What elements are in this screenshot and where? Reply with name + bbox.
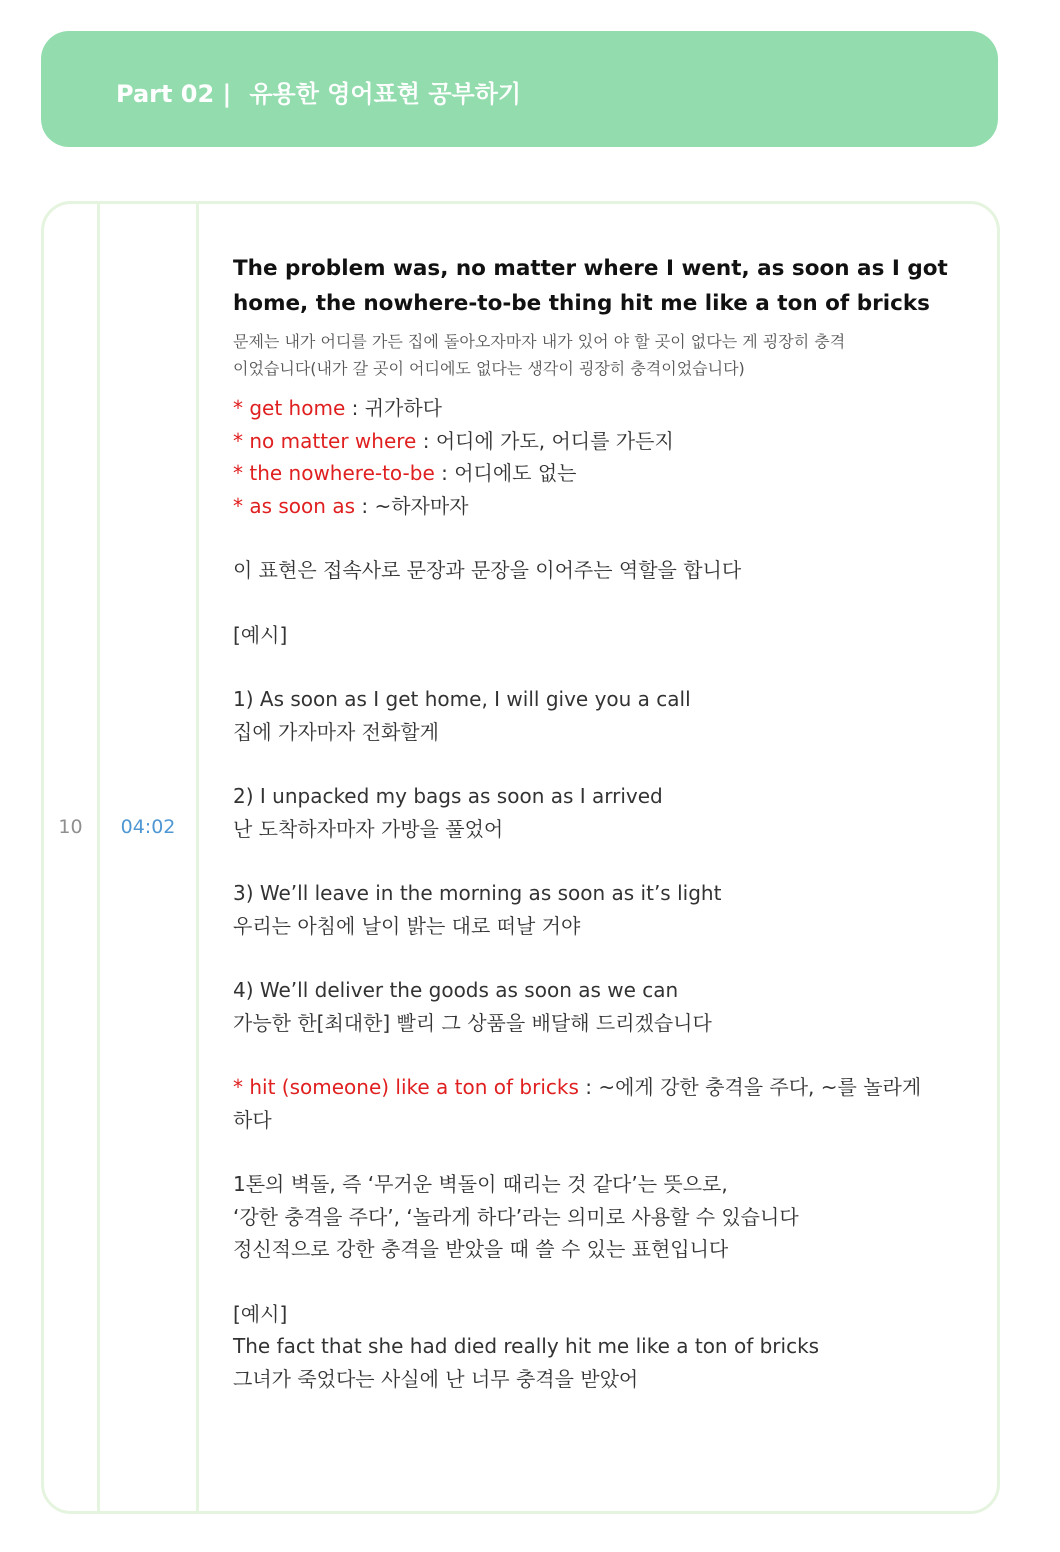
vocab-term: * no matter where	[233, 428, 417, 453]
lesson-content	[233, 251, 973, 1395]
idiom-entry	[233, 1071, 973, 1136]
example-label: [예시]	[233, 622, 288, 647]
example-korean: 가능한 한[최대한] 빨리 그 상품을 배달해 드리겠습니다	[233, 1010, 712, 1035]
example-korean: 난 도착하자마자 가방을 풀었어	[233, 816, 504, 841]
example-english: 4) We’ll deliver the goods as soon as we can	[233, 978, 679, 1002]
example-item	[233, 877, 973, 942]
vocab-meaning: : 어디에도 없는	[434, 461, 577, 485]
section-title: 유용한 영어표현 공부하기	[249, 80, 522, 108]
idiom-explanation-line: ‘강한 충격을 주다’, ‘놀라게 하다’라는 의미로 사용할 수 있습니다	[233, 1204, 799, 1229]
vocab-term: * as soon as	[233, 493, 355, 518]
english-sentence	[233, 251, 973, 321]
vocab-item	[233, 490, 973, 523]
idiom-explanation-line: 정신적으로 강한 충격을 받았을 때 쓸 수 있는 표현입니다	[233, 1237, 729, 1261]
example-item	[233, 683, 973, 748]
idiom-example-label: [예시]	[233, 1301, 288, 1326]
idiom-example-english: The fact that she had died really hit me like a ton of bricks	[233, 1334, 820, 1358]
column-divider	[97, 204, 100, 1511]
vocab-term: * the nowhere-to-be	[233, 461, 435, 485]
example-korean: 우리는 아침에 날이 밝는 대로 떠날 거야	[233, 913, 581, 938]
example-english: 3) We’ll leave in the morning as soon as it’s light	[233, 881, 722, 905]
timestamp-link[interactable]: 04:02	[120, 816, 176, 838]
explanation-text: 이 표현은 접속사로 문장과 문장을 이어주는 역할을 합니다	[233, 558, 742, 582]
idiom-example-korean: 그녀가 죽었다는 사실에 난 너무 충격을 받았어	[233, 1366, 639, 1391]
vocab-meaning: : 귀가하다	[345, 396, 442, 420]
column-divider	[196, 204, 199, 1511]
example-korean: 집에 가자마자 전화할게	[233, 719, 439, 744]
vocab-item	[233, 457, 973, 490]
row-number: 10	[58, 816, 83, 838]
vocab-term: * get home	[233, 396, 346, 420]
vocab-meaning: : 어디에 가도, 어디를 가든지	[416, 428, 674, 453]
lesson-card	[41, 201, 1000, 1514]
example-item	[233, 780, 973, 845]
english-sentence-line: home, the nowhere-to-be thing hit me like a ton of bricks	[233, 291, 930, 316]
idiom-explanation-line: 1톤의 벽돌, 즉 ‘무거운 벽돌이 때리는 것 같다’는 뜻으로,	[233, 1172, 728, 1196]
idiom-meaning-cont: 하다	[233, 1107, 272, 1132]
korean-translation	[233, 328, 973, 382]
example-english: 1) As soon as I get home, I will give you a call	[233, 687, 691, 711]
korean-translation-line: 이었습니다(내가 갈 곳이 어디에도 없다는 생각이 굉장히 충격이었습니다)	[233, 359, 745, 378]
example-english: 2) I unpacked my bags as soon as I arrived	[233, 784, 663, 808]
vocab-item	[233, 425, 973, 458]
english-sentence-line: The problem was, no matter where I went, as soon as I got	[233, 256, 948, 281]
part-label: Part 02 |	[116, 80, 232, 108]
header-banner	[41, 31, 998, 147]
page-title	[116, 74, 521, 109]
vocab-item	[233, 392, 973, 425]
vocab-meaning: : ~하자마자	[355, 493, 469, 518]
example-item	[233, 974, 973, 1039]
vocab-list	[233, 392, 973, 522]
korean-translation-line: 문제는 내가 어디를 가든 집에 돌아오자마자 내가 있어 야 할 곳이 없다는 게 굉장히 충격	[233, 332, 846, 351]
idiom-line	[233, 1071, 973, 1104]
idiom-term: * hit (someone) like a ton of bricks	[233, 1075, 579, 1099]
idiom-explanation	[233, 1168, 973, 1266]
idiom-meaning: : ~에게 강한 충격을 주다, ~를 놀라게	[578, 1075, 922, 1099]
